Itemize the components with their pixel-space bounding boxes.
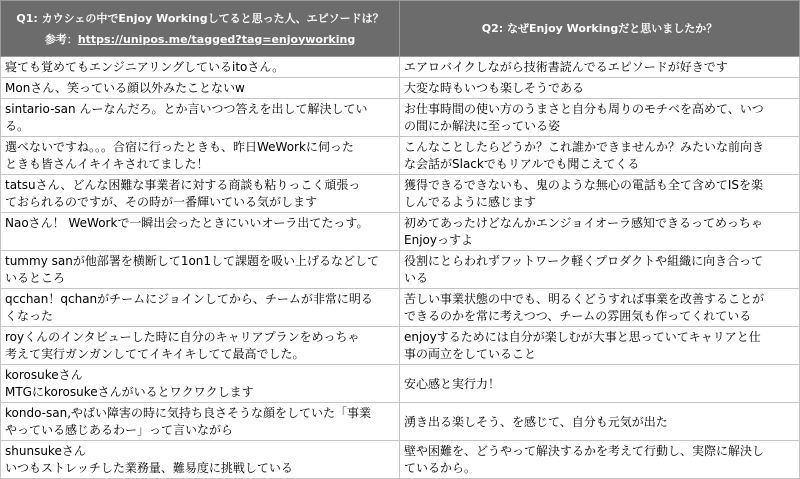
answer-line: の間にか解決に至っている姿 xyxy=(404,119,561,133)
q2-answer-cell[interactable] xyxy=(400,99,800,137)
table-row xyxy=(1,99,800,137)
q2-answer-cell[interactable] xyxy=(400,251,800,289)
q2-answer-cell[interactable] xyxy=(400,289,800,327)
q1-answer-cell[interactable] xyxy=(1,251,400,289)
q1-answer-cell[interactable] xyxy=(1,289,400,327)
answer-line: Monさん、笑っている顔以外みたことないw xyxy=(5,81,245,95)
answer-line: sintario-san んーなんだろ。とか言いつつ答えを出して解決してい xyxy=(5,102,368,116)
answer-line: 安心感と実行力！ xyxy=(404,376,501,391)
q1-answer-cell[interactable] xyxy=(1,57,400,78)
answer-line: 獲得できるできないも、鬼のような無心の電話も全て含めてISを楽 xyxy=(404,178,764,192)
answer-line: くなった xyxy=(5,309,54,323)
q2-header xyxy=(400,1,800,57)
q1-answer-cell[interactable] xyxy=(1,403,400,441)
answer-line: いつもストレッチした業務量、難易度に挑戦している xyxy=(5,461,293,475)
q1-answer-cell[interactable] xyxy=(1,99,400,137)
answer-line: こんなことしたらどうか？これ誰かできませんか？みたいな前向き xyxy=(404,140,765,154)
table-row xyxy=(1,327,800,365)
q1-answer-cell[interactable] xyxy=(1,175,400,213)
answer-line: ておられるのですが、その時が一番輝いている気がします xyxy=(5,195,318,209)
q1-answer-cell[interactable] xyxy=(1,365,400,403)
answer-line: な会話がSlackでもリアルでも聞こえてくる xyxy=(404,157,640,171)
q2-answer-cell[interactable] xyxy=(400,365,800,403)
answer-line: shunsukeさん xyxy=(5,444,86,458)
answer-line: enjoyするためには自分が楽しむが大事と思っていてキャリアと仕 xyxy=(404,330,761,344)
q1-header xyxy=(1,1,400,57)
answer-line: kondo-san,やばい障害の時に気持ち良さそうな顔をしていた「事業 xyxy=(5,406,372,420)
q2-answer-cell[interactable] xyxy=(400,327,800,365)
answer-line: korosukeさん xyxy=(5,368,83,382)
answer-line: いる xyxy=(404,271,429,285)
table-row xyxy=(1,137,800,175)
answer-line: qcchan！qchanがチームにジョインしてから、チームが非常に明る xyxy=(5,292,373,306)
answer-line: 考えて実行ガンガンしててイキイキしてて最高でした。 xyxy=(5,347,305,361)
q2-answer-cell[interactable] xyxy=(400,137,800,175)
answer-line: royくんのインタビューした時に自分のキャリアプランをめっちゃ xyxy=(5,330,360,344)
table-row xyxy=(1,57,800,78)
q1-answer-cell[interactable] xyxy=(1,213,400,251)
answer-line: tatsuさん、どんな困難な事業者に対する商談も粘りっこく頑張っ xyxy=(5,178,361,192)
answer-line: お仕事時間の使い方のうまさと自分も周りのモチベを高めて、いつ xyxy=(404,102,764,116)
header-row xyxy=(1,1,800,57)
q1-answer-cell[interactable] xyxy=(1,78,400,99)
q1-ref-link[interactable]: https://unipos.me/tagged?tag=enjoyworking xyxy=(77,32,356,46)
q2-answer-cell[interactable] xyxy=(400,403,800,441)
table-row xyxy=(1,251,800,289)
table-row xyxy=(1,175,800,213)
table-row xyxy=(1,441,800,479)
answer-line: やっている感じあるわー」って言いながら xyxy=(5,423,234,437)
answer-line: る。 xyxy=(5,119,30,133)
q2-title: Q2: なぜEnjoy Workingだと思いましたか？ xyxy=(481,22,718,35)
answer-line: 事の両立をしていること xyxy=(404,347,537,361)
q2-answer-cell[interactable] xyxy=(400,213,800,251)
answer-line: 寝ても覚めてもエンジニアリングしているitoさん。 xyxy=(5,60,285,74)
answer-line: tummy sanが他部署を横断して1on1して課題を吸い上げるなどして xyxy=(5,254,380,268)
answer-line: 壁や困難を、どうやって解決するかを考えて行動し、実際に解決し xyxy=(404,444,765,458)
table-row xyxy=(1,289,800,327)
table-row xyxy=(1,213,800,251)
q1-answer-cell[interactable] xyxy=(1,137,400,175)
answer-line: 選べないですね。。。合宿に行ったときも、昨日WeWorkに伺った xyxy=(5,140,354,154)
answer-line: ときも皆さんイキイキされてました！ xyxy=(5,157,209,171)
table-row xyxy=(1,78,800,99)
answer-line: できるのかを常に考えつつ、チームの雰囲気も作ってくれている xyxy=(404,309,752,323)
answer-line: 初めてあったけどなんかエンジョイオーラ感知できるってめっちゃ xyxy=(404,216,763,230)
answer-line: エアロバイクしながら技術書読んでるエピソードが好きです xyxy=(404,60,728,74)
q2-answer-cell[interactable] xyxy=(400,78,800,99)
answer-line: ているから。 xyxy=(404,461,477,475)
q1-title: Q1: カウシェの中でEnjoy Workingしてると思った人、エピソードは？ xyxy=(16,11,384,25)
answer-line: 苦しい事業状態の中でも、明るくどうすれば事業を改善することが xyxy=(404,292,765,306)
q1-reference xyxy=(5,32,395,47)
q1-ref-label: 参考： xyxy=(44,32,78,46)
q2-answer-cell[interactable] xyxy=(400,57,800,78)
answer-line: いるところ xyxy=(5,271,66,285)
answer-rows xyxy=(1,57,800,479)
answer-line: Enjoyっすよ xyxy=(404,233,473,247)
q1-answer-cell[interactable] xyxy=(1,327,400,365)
q2-answer-cell[interactable] xyxy=(400,175,800,213)
q1-answer-cell[interactable] xyxy=(1,441,400,479)
answer-line: MTGにkorosukeさんがいるとワクワクします xyxy=(5,385,254,399)
q2-answer-cell[interactable] xyxy=(400,441,800,479)
answer-line: しんでるように感じます xyxy=(404,195,537,209)
answer-line: 役割にとらわれずフットワーク軽くプロダクトや組織に向き合って xyxy=(404,254,764,268)
table-row xyxy=(1,365,800,403)
answer-line: Naoさん！ WeWorkで一瞬出会ったときにいいオーラ出てたっす。 xyxy=(5,216,369,230)
table-row xyxy=(1,403,800,441)
answer-line: 湧き出る楽しそう、を感じて、自分も元気が出た xyxy=(404,414,668,429)
answer-line: 大変な時もいつも楽しそうである xyxy=(404,81,585,95)
